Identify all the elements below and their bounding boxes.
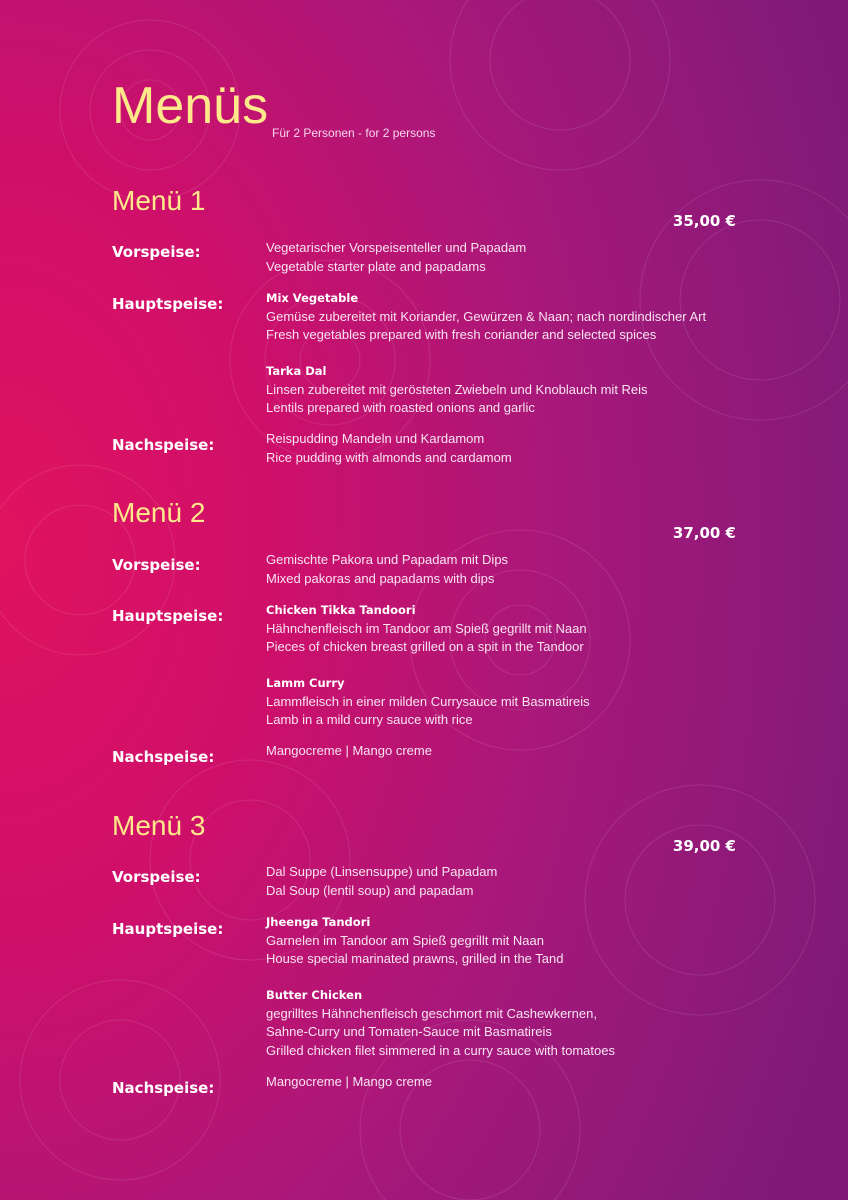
main-dish-2 <box>266 986 746 1060</box>
dessert-line: Mangocreme | Mango creme <box>266 1074 432 1089</box>
dessert-description <box>266 1073 746 1092</box>
dish-line: Pieces of chicken breast grilled on a spit in the Tandoor <box>266 639 584 654</box>
starter-description <box>266 863 746 900</box>
dish-line: Fresh vegetables prepared with fresh coriander and selected spices <box>266 327 657 342</box>
starter-label: Vorspeise: <box>112 868 201 886</box>
dish-line: Hähnchenfleisch im Tandoor am Spieß gegrillt mit Naan <box>266 620 587 636</box>
menu-price: 39,00 € <box>672 837 736 855</box>
dessert-line: Mangocreme | Mango creme <box>266 743 432 758</box>
dessert-label: Nachspeise: <box>112 1079 215 1097</box>
menu-price: 37,00 € <box>672 524 736 542</box>
dish-name: Chicken Tikka Tandoori <box>266 603 416 617</box>
dish-line: Lamb in a mild curry sauce with rice <box>266 712 473 727</box>
dish-line: Gemüse zubereitet mit Koriander, Gewürzen & Naan; nach nordindischer Art <box>266 308 707 324</box>
starter-text-en: Dal Soup (lentil soup) and papadam <box>266 882 474 898</box>
starter-label: Vorspeise: <box>112 243 201 261</box>
dish-line: Lentils prepared with roasted onions and garlic <box>266 400 535 415</box>
dish-line: Grilled chicken filet simmered in a curry sauce with tomatoes <box>266 1042 615 1058</box>
dish-line: House special marinated prawns, grilled in the Tand <box>266 951 564 966</box>
starter-text-de: Gemischte Pakora und Papadam mit Dips <box>266 552 509 567</box>
page-title: Menüs <box>112 77 269 135</box>
main-course-label: Hauptspeise: <box>112 295 224 313</box>
dessert-description <box>266 742 746 761</box>
main-dish-1 <box>266 601 746 657</box>
starter-text-de: Dal Suppe (Linsensuppe) und Papadam <box>266 864 498 879</box>
dish-name: Butter Chicken <box>266 988 363 1002</box>
dish-line: gegrilltes Hähnchenfleisch geschmort mit Cashewkernen, <box>266 1005 597 1021</box>
dish-line: Linsen zubereitet mit gerösteten Zwiebeln und Knoblauch mit Reis <box>266 381 648 397</box>
dessert-label: Nachspeise: <box>112 748 215 766</box>
page-subtitle: Für 2 Personen - for 2 persons <box>272 126 436 140</box>
menu-price: 35,00 € <box>672 212 736 230</box>
dish-line: Garnelen im Tandoor am Spieß gegrillt mit Naan <box>266 932 544 948</box>
dish-line: Lammfleisch in einer milden Currysauce mit Basmatireis <box>266 693 590 709</box>
starter-label: Vorspeise: <box>112 556 201 574</box>
main-dish-1 <box>266 289 746 345</box>
starter-text-en: Mixed pakoras and papadams with dips <box>266 570 495 586</box>
menu-heading: Menü 3 <box>112 810 206 841</box>
dish-name: Mix Vegetable <box>266 291 359 305</box>
main-dish-1 <box>266 913 746 969</box>
dessert-label: Nachspeise: <box>112 436 215 454</box>
main-dish-2 <box>266 674 746 730</box>
starter-text-de: Vegetarischer Vorspeisenteller und Papadam <box>266 240 527 255</box>
main-course-label: Hauptspeise: <box>112 607 224 625</box>
menu-heading: Menü 2 <box>112 497 206 528</box>
starter-description <box>266 239 746 276</box>
menu-heading: Menü 1 <box>112 185 206 216</box>
main-dish-2 <box>266 362 746 418</box>
starter-text-en: Vegetable starter plate and papadams <box>266 258 486 274</box>
dish-name: Tarka Dal <box>266 364 327 378</box>
dish-line: Sahne-Curry und Tomaten-Sauce mit Basmatireis <box>266 1024 552 1039</box>
dish-name: Jheenga Tandori <box>266 915 371 929</box>
main-course-label: Hauptspeise: <box>112 920 224 938</box>
starter-description <box>266 551 746 588</box>
dessert-description <box>266 430 746 467</box>
dessert-line: Reispudding Mandeln und Kardamom <box>266 431 485 446</box>
dish-name: Lamm Curry <box>266 676 345 690</box>
dessert-line: Rice pudding with almonds and cardamom <box>266 449 512 465</box>
